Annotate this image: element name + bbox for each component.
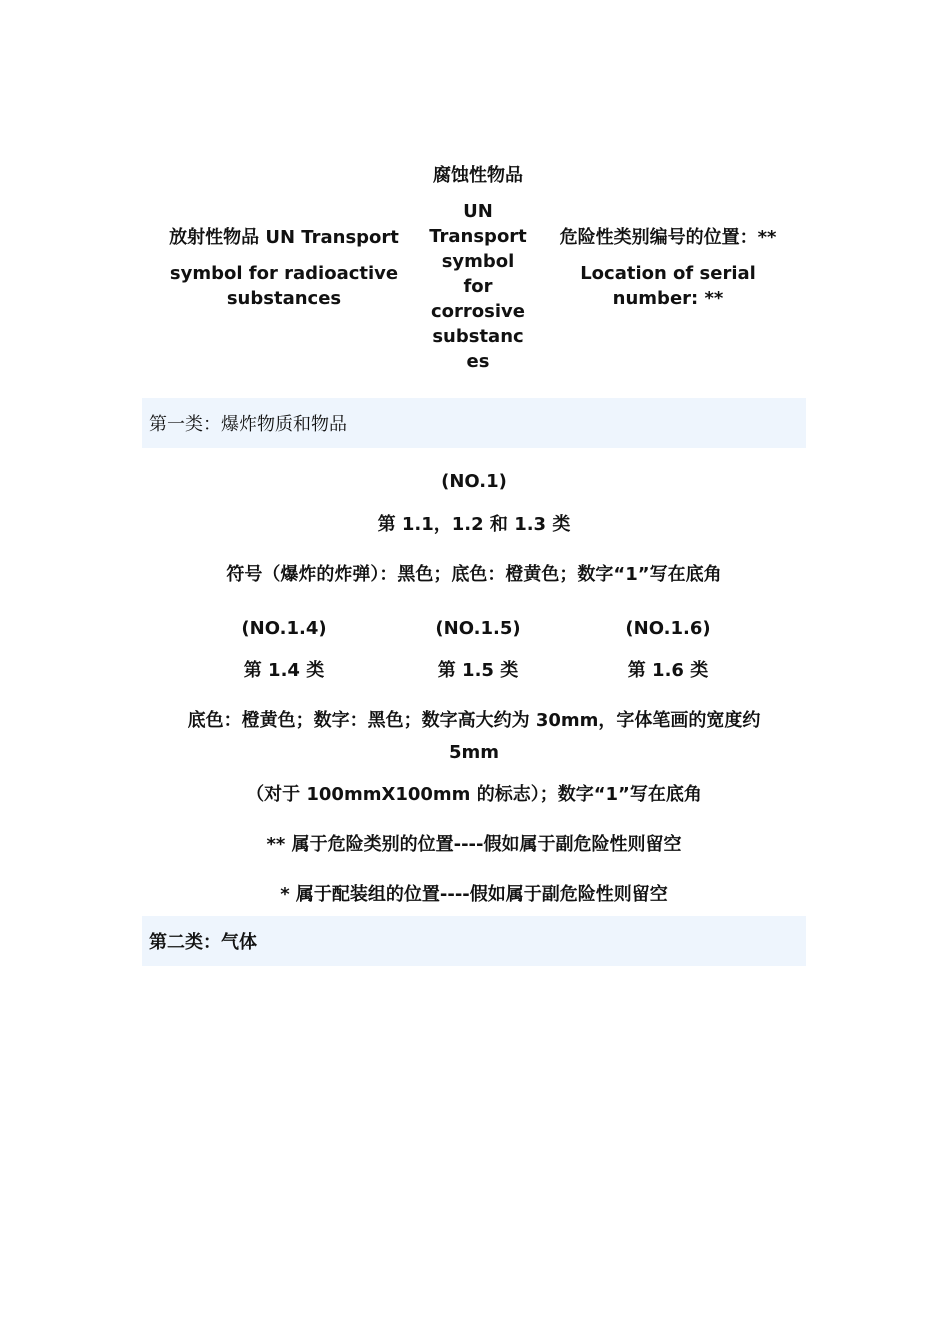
section-heading-class-2: 第二类：气体	[142, 916, 806, 966]
caption-line: Location of serial	[580, 263, 756, 284]
serial-location-caption	[540, 225, 796, 311]
note-hazard-class-position: ** 属于危险类别的位置----假如属于副危险性则留空	[266, 834, 682, 855]
caption-line: substances	[226, 288, 342, 309]
corrosive-symbol-caption	[422, 163, 534, 374]
caption-line: substanc	[432, 326, 524, 347]
label-spec-line-2: 5mm	[448, 742, 500, 763]
subclass-label-1-5: 第 1.5 类	[437, 660, 519, 681]
subclass-label-1-6: 第 1.6 类	[627, 660, 709, 681]
subclass-label-1-4: 第 1.4 类	[243, 660, 325, 681]
label-spec-line-1: 底色：橙黄色；数字：黑色；数字高大约为 30mm，字体笔画的宽度约	[187, 710, 761, 731]
caption-line: Transport	[429, 226, 527, 247]
caption-line: for	[463, 276, 493, 297]
caption-title: 腐蚀性物品	[433, 165, 523, 186]
caption-line: 放射性物品 UN Transport	[169, 227, 399, 248]
caption-line: UN	[463, 201, 493, 222]
section-heading-class-1: 第一类：爆炸物质和物品	[142, 398, 806, 448]
note-compatibility-group-position: * 属于配装组的位置----假如属于副危险性则留空	[280, 884, 668, 905]
no-1-label: (NO.1)	[441, 471, 507, 492]
subclass-no-1-6: (NO.1.6)	[625, 618, 711, 639]
subclass-no-1-4: (NO.1.4)	[241, 618, 327, 639]
symbol-description: 符号（爆炸的炸弹）：黑色；底色：橙黄色；数字“1”写在底角	[226, 564, 722, 585]
subclass-no-1-5: (NO.1.5)	[435, 618, 521, 639]
caption-line: symbol for radioactive	[169, 263, 399, 284]
caption-line: symbol	[441, 251, 515, 272]
caption-line: number: **	[612, 288, 724, 309]
class-1-1-to-1-3-label: 第 1.1，1.2 和 1.3 类	[377, 514, 571, 535]
caption-line: corrosive	[431, 301, 525, 322]
caption-line: 危险性类别编号的位置：**	[559, 227, 777, 248]
label-spec-line-3: （对于 100mmX100mm 的标志）；数字“1”写在底角	[246, 784, 702, 805]
caption-line: es	[466, 351, 490, 372]
radioactive-symbol-caption	[155, 225, 413, 311]
